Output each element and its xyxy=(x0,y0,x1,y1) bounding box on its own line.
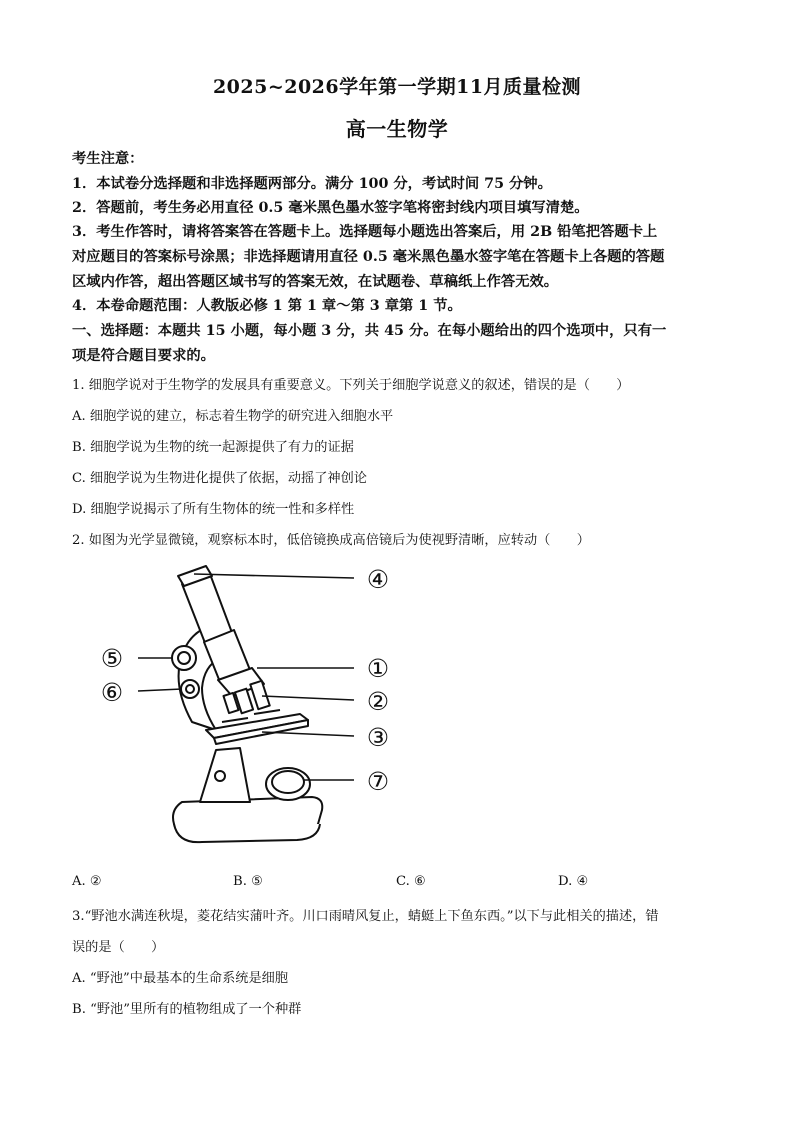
question-3-option-a: A. “野池”中最基本的生命系统是细胞 xyxy=(72,971,289,986)
notice-line-6: 4．本卷命题范围：人教版必修 1 第 1 章～第 3 章第 1 节。 xyxy=(72,298,462,314)
notice-line-4: 对应题目的答案标号涂黑；非选择题请用直径 0.5 毫米黑色墨水签字笔在答题卡上各题的答题 xyxy=(72,249,665,265)
question-3-stem-line-2: 误的是（ ） xyxy=(72,940,165,955)
question-1-option-c: C. 细胞学说为生物进化提供了依据，动摇了神创论 xyxy=(72,471,367,486)
question-1-option-a: A. 细胞学说的建立，标志着生物学的研究进入细胞水平 xyxy=(72,409,394,424)
question-2-option-c: C. ⑥ xyxy=(396,874,426,889)
figure-label-4: ④ xyxy=(366,565,390,594)
question-3-option-b: B. “野池”里所有的植物组成了一个种群 xyxy=(72,1002,302,1017)
microscope-figure xyxy=(92,562,402,852)
notice-line-1: 1．本试卷分选择题和非选择题两部分。满分 100 分，考试时间 75 分钟。 xyxy=(72,176,552,192)
notice-line-5: 区域内作答，超出答题区域书写的答案无效，在试题卷、草稿纸上作答无效。 xyxy=(72,274,559,290)
exam-title: 2025~2026学年第一学期11月质量检测 xyxy=(212,76,582,98)
notice-line-3: 3．考生作答时，请将答案答在答题卡上。选择题每小题选出答案后，用 2B 铅笔把答题卡上 xyxy=(72,224,658,240)
figure-label-5: ⑤ xyxy=(100,644,124,673)
notice-heading: 考生注意： xyxy=(72,151,144,167)
figure-label-7: ⑦ xyxy=(366,767,390,796)
question-2-stem: 2. 如图为光学显微镜，观察标本时，低倍镜换成高倍镜后为使视野清晰，应转动（ ） xyxy=(72,533,590,548)
question-2-option-b: B. ⑤ xyxy=(233,874,263,889)
figure-label-2: ② xyxy=(366,687,390,716)
question-3-stem-line-1: 3.“野池水满连秋堤，菱花结实蒲叶齐。川口雨晴风复止，蜻蜓上下鱼东西。”以下与此相关的描述，错 xyxy=(72,909,659,924)
figure-label-6: ⑥ xyxy=(100,678,124,707)
question-1-option-d: D. 细胞学说揭示了所有生物体的统一性和多样性 xyxy=(72,502,355,517)
figure-label-3: ③ xyxy=(366,723,390,752)
section-heading-line-2: 项是符合题目要求的。 xyxy=(72,348,215,364)
question-1-option-b: B. 细胞学说为生物的统一起源提供了有力的证据 xyxy=(72,440,354,455)
question-2-option-a: A. ② xyxy=(72,874,102,889)
figure-label-1: ① xyxy=(366,654,390,683)
notice-line-2: 2．答题前，考生务必用直径 0.5 毫米黑色墨水签字笔将密封线内项目填写清楚。 xyxy=(72,200,589,216)
section-heading-line-1: 一、选择题：本题共 15 小题，每小题 3 分，共 45 分。在每小题给出的四个选项中，只有一 xyxy=(72,323,667,339)
question-2-option-d: D. ④ xyxy=(558,874,589,889)
question-1-stem: 1. 细胞学说对于生物学的发展具有重要意义。下列关于细胞学说意义的叙述，错误的是（ ） xyxy=(72,378,630,393)
exam-subject: 高一生物学 xyxy=(345,117,449,141)
